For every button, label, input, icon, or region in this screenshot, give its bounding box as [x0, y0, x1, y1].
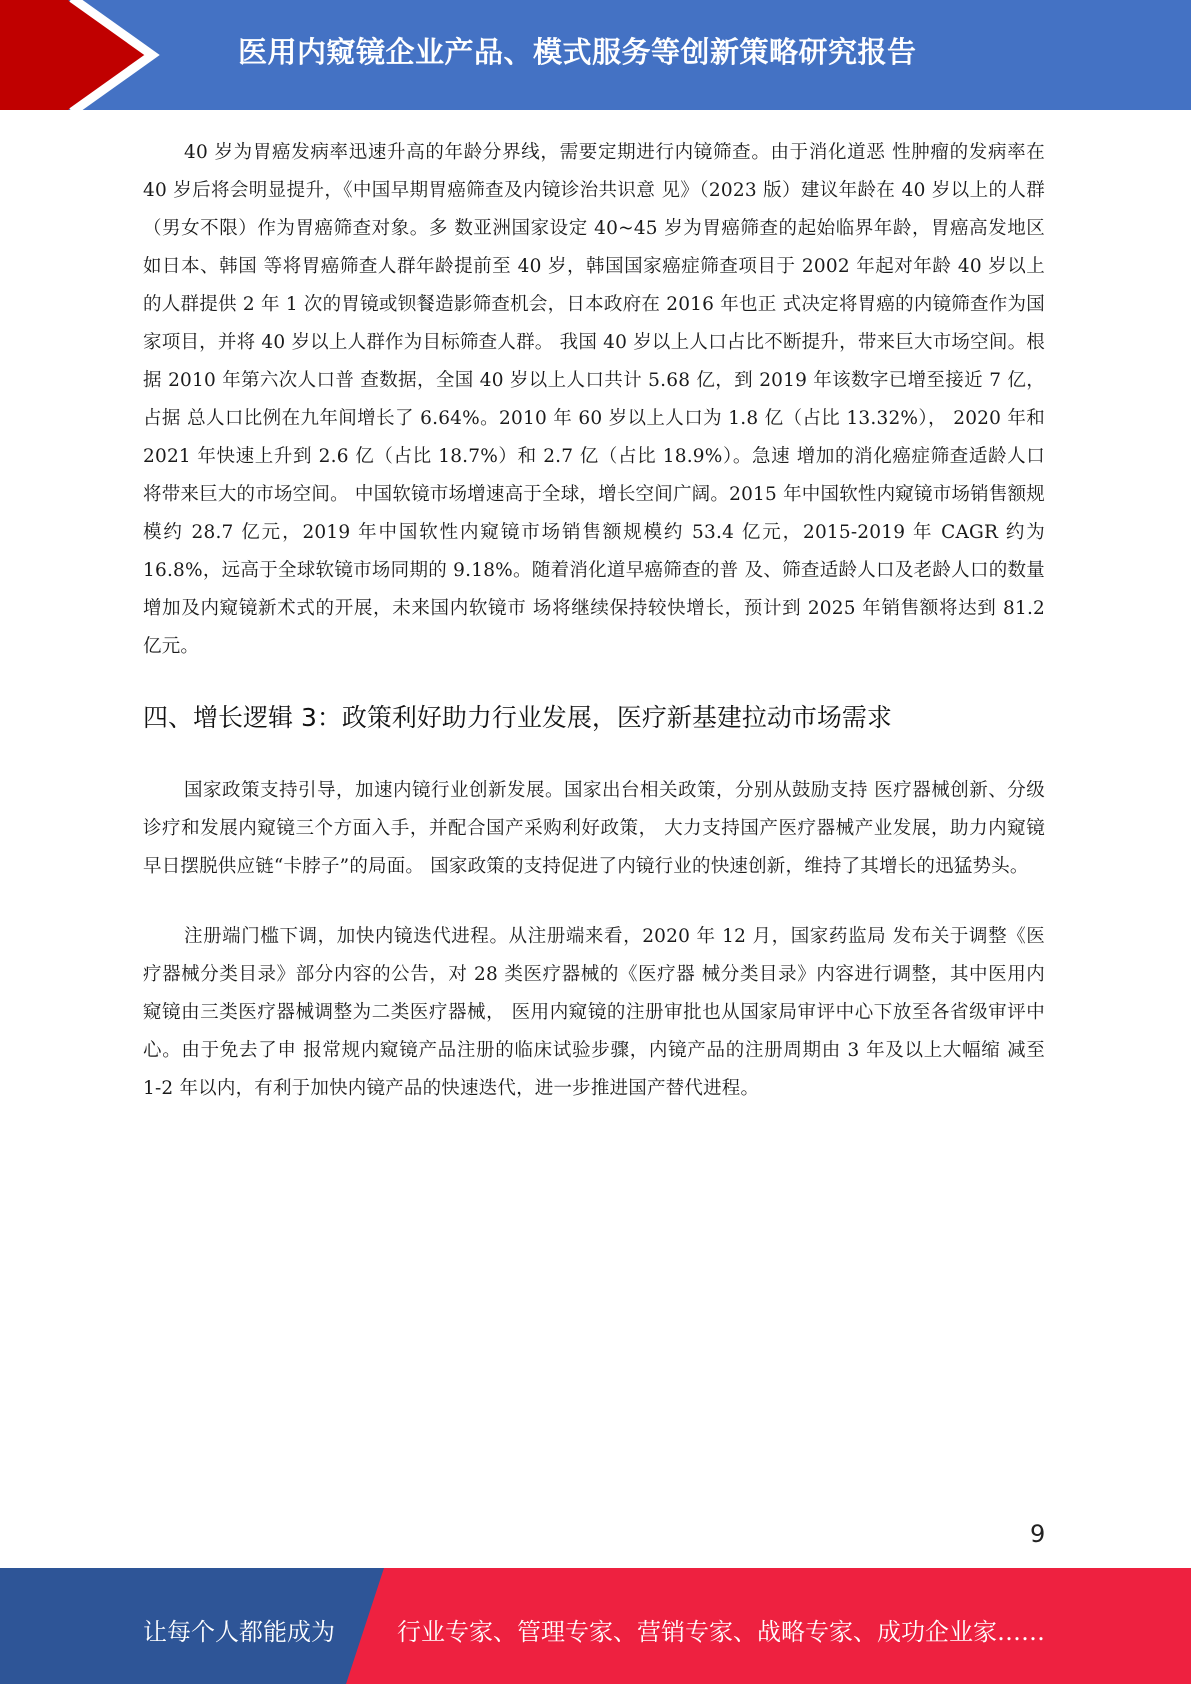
report-header — [0, 0, 1191, 110]
footer-slogan-left: 让每个人都能成为 — [143, 1618, 335, 1646]
report-footer — [0, 1568, 1191, 1684]
footer-slogan-right: 行业专家、管理专家、营销专家、战略专家、成功企业家…… — [397, 1618, 1045, 1646]
report-title: 医用内窥镜企业产品、模式服务等创新策略研究报告 — [238, 35, 917, 69]
section-heading: 四、增长逻辑 3：政策利好助力行业发展，医疗新基建拉动市场需求 — [143, 703, 892, 732]
page-number: 9 — [1030, 1520, 1046, 1548]
body-paragraph-1: 40 岁为胃癌发病率迅速升高的年龄分界线，需要定期进行内镜筛查。由于消化道恶 性肿瘤的发病率在 40 岁后将会明显提升，《中国早期胃癌筛查及内镜诊治共识意 见》（2023 版）建议年龄在 40 岁以上的人群（男女不限）作为胃癌筛查对象。多 数亚洲国家设定 40~45 岁为胃癌筛查的起始临界年龄，胃癌高发地区如日本、韩国 等将胃癌筛查人群年龄提前至 40 岁，韩国国家癌症筛查项目于 2002 年起对年龄 40 岁以上的人群提供 2 年 1 次的胃镜或钡餐造影筛查机会，日本政府在 2016 年也正 式决定将胃癌的内镜筛查作为国家项目，并将 40 岁以上人群作为目标筛查人群。 我国 40 岁以上人口占比不断提升，带来巨大市场空间。根据 2010 年第六次人口普 查数据，全国 40 岁以上人口共计 5.68 亿，到 2019 年该数字已增至接近 7 亿，占据 总人口比例在九年间增长了 6.64%。2010 年 60 岁以上人口为 1.8 亿（占比 13.32%）， 2020 年和 2021 年快速上升到 2.6 亿（占比 18.7%）和 2.7 亿（占比 18.9%）。急速 增加的消化癌症筛查适龄人口将带来巨大的市场空间。 中国软镜市场增速高于全球，增长空间广阔。2015 年中国软性内窥镜市场销售额规 模约 28.7 亿元，2019 年中国软性内窥镜市场销售额规模约 53.4 亿元，2015-2019 年 CAGR 约为 16.8%，远高于全球软镜市场同期的 9.18%。随着消化道早癌筛查的普 及、筛查适龄人口及老龄人口的数量增加及内窥镜新术式的开展，未来国内软镜市 场将继续保持较快增长，预计到 2025 年销售额将达到 81.2 亿元。 — [143, 142, 1045, 657]
page-body — [143, 134, 1045, 1108]
body-paragraph-2: 国家政策支持引导，加速内镜行业创新发展。国家出台相关政策，分别从鼓励支持 医疗器械创新、分级诊疗和发展内窥镜三个方面入手，并配合国产采购利好政策， 大力支持国产医疗器械产业发展，助力内窥镜早日摆脱供应链“卡脖子”的局面。 国家政策的支持促进了内镜行业的快速创新，维持了其增长的迅猛势头。 — [143, 780, 1045, 877]
chevron-arrow-icon — [0, 0, 160, 110]
body-paragraph-3: 注册端门槛下调，加快内镜迭代进程。从注册端来看，2020 年 12 月，国家药监局 发布关于调整《医疗器械分类目录》部分内容的公告，对 28 类医疗器械的《医疗器 械分类目录》内容进行调整，其中医用内窥镜由三类医疗器械调整为二类医疗器械， 医用内窥镜的注册审批也从国家局审评中心下放至各省级审评中心。由于免去了申 报常规内窥镜产品注册的临床试验步骤，内镜产品的注册周期由 3 年及以上大幅缩 减至 1-2 年以内，有利于加快内镜产品的快速迭代，进一步推进国产替代进程。 — [143, 926, 1045, 1099]
